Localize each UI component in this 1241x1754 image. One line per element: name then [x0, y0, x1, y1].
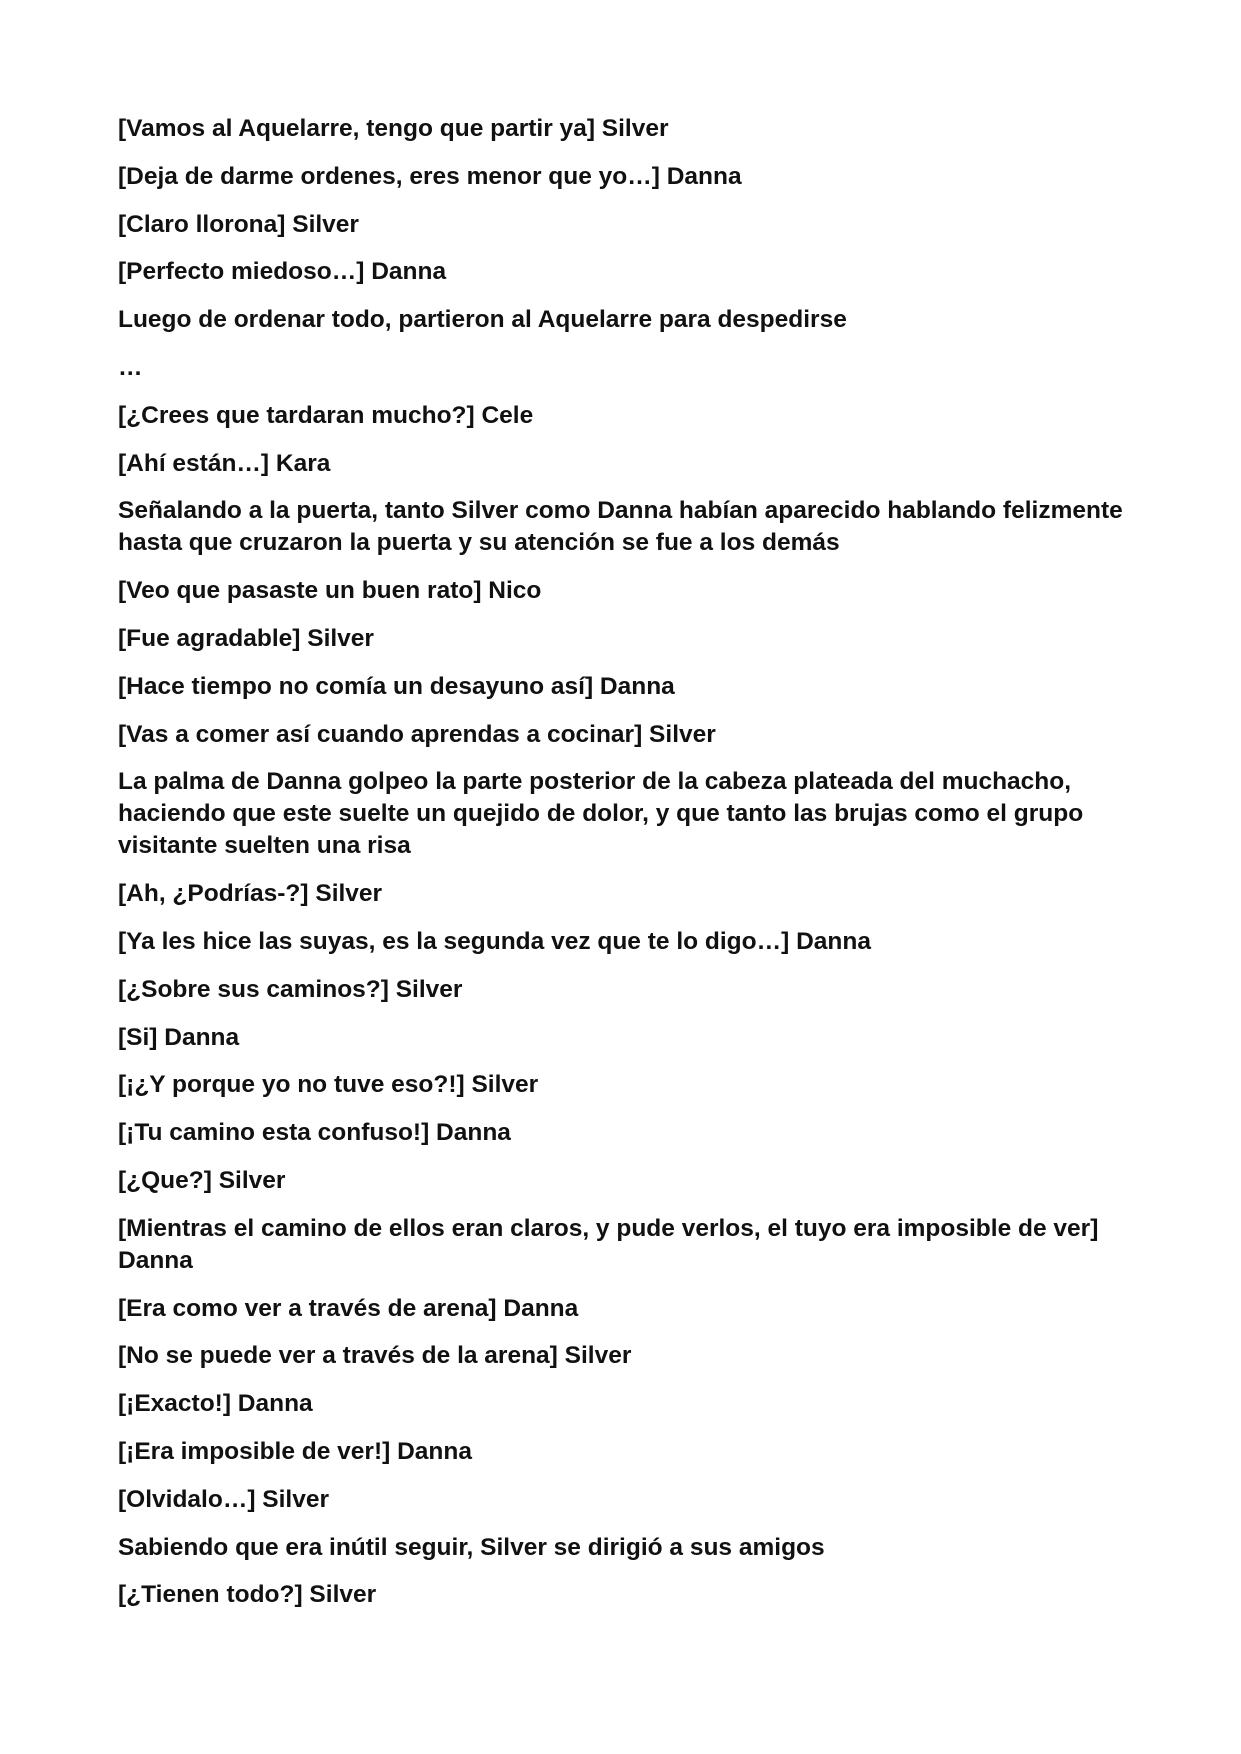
paragraph: [Era como ver a través de arena] Danna [118, 1294, 579, 1322]
paragraph: [Ah, ¿Podrías-?] Silver [118, 880, 383, 908]
paragraph: [No se puede ver a través de la arena] Silver [118, 1342, 632, 1370]
paragraph: [¡Exacto!] Danna [118, 1390, 313, 1418]
paragraph: [Deja de darme ordenes, eres menor que yo…] Danna [118, 162, 742, 190]
paragraph: [Vas a comer así cuando aprendas a cocinar] Silver [118, 720, 716, 748]
paragraph: Luego de ordenar todo, partieron al Aquelarre para despedirse [118, 306, 847, 334]
paragraph: [Perfecto miedoso…] Danna [118, 258, 447, 286]
paragraph: [¿Que?] Silver [118, 1166, 286, 1194]
paragraph: [¡Tu camino esta confuso!] Danna [118, 1119, 511, 1147]
paragraph: [Hace tiempo no comía un desayuno así] Danna [118, 672, 675, 700]
paragraph: [Mientras el camino de ellos eran claros, y pude verlos, el tuyo era imposible de ver] Danna [118, 1214, 1099, 1274]
paragraph: La palma de Danna golpeo la parte posterior de la cabeza plateada del muchacho, haciendo que este suelte un quejido de dolor, y que tanto las brujas como el grupo visitante suelten una risa [118, 768, 1084, 860]
paragraph: [Olvidalo…] Silver [118, 1485, 330, 1513]
paragraph: [¡¿Y porque yo no tuve eso?!] Silver [118, 1071, 539, 1099]
paragraph: [Vamos al Aquelarre, tengo que partir ya] Silver [118, 115, 669, 142]
paragraph: [¿Sobre sus caminos?] Silver [118, 975, 463, 1003]
paragraph: … [118, 353, 143, 381]
paragraph: Sabiendo que era inútil seguir, Silver se dirigió a sus amigos [118, 1533, 825, 1561]
paragraph: [Si] Danna [118, 1023, 240, 1051]
document-body [118, 113, 1138, 1627]
paragraph: Señalando a la puerta, tanto Silver como Danna habían aparecido hablando felizmente hasta que cruzaron la puerta y su atención se fue a los demás [118, 497, 1123, 557]
paragraph: [Claro llorona] Silver [118, 210, 359, 238]
paragraph: [¡Era imposible de ver!] Danna [118, 1437, 472, 1465]
paragraph: [Veo que pasaste un buen rato] Nico [118, 577, 542, 605]
paragraph: [Fue agradable] Silver [118, 624, 374, 652]
paragraph: [Ahí están…] Kara [118, 449, 331, 477]
paragraph: [Ya les hice las suyas, es la segunda vez que te lo digo…] Danna [118, 927, 871, 955]
paragraph: [¿Tienen todo?] Silver [118, 1581, 377, 1609]
paragraph: [¿Crees que tardaran mucho?] Cele [118, 401, 534, 429]
